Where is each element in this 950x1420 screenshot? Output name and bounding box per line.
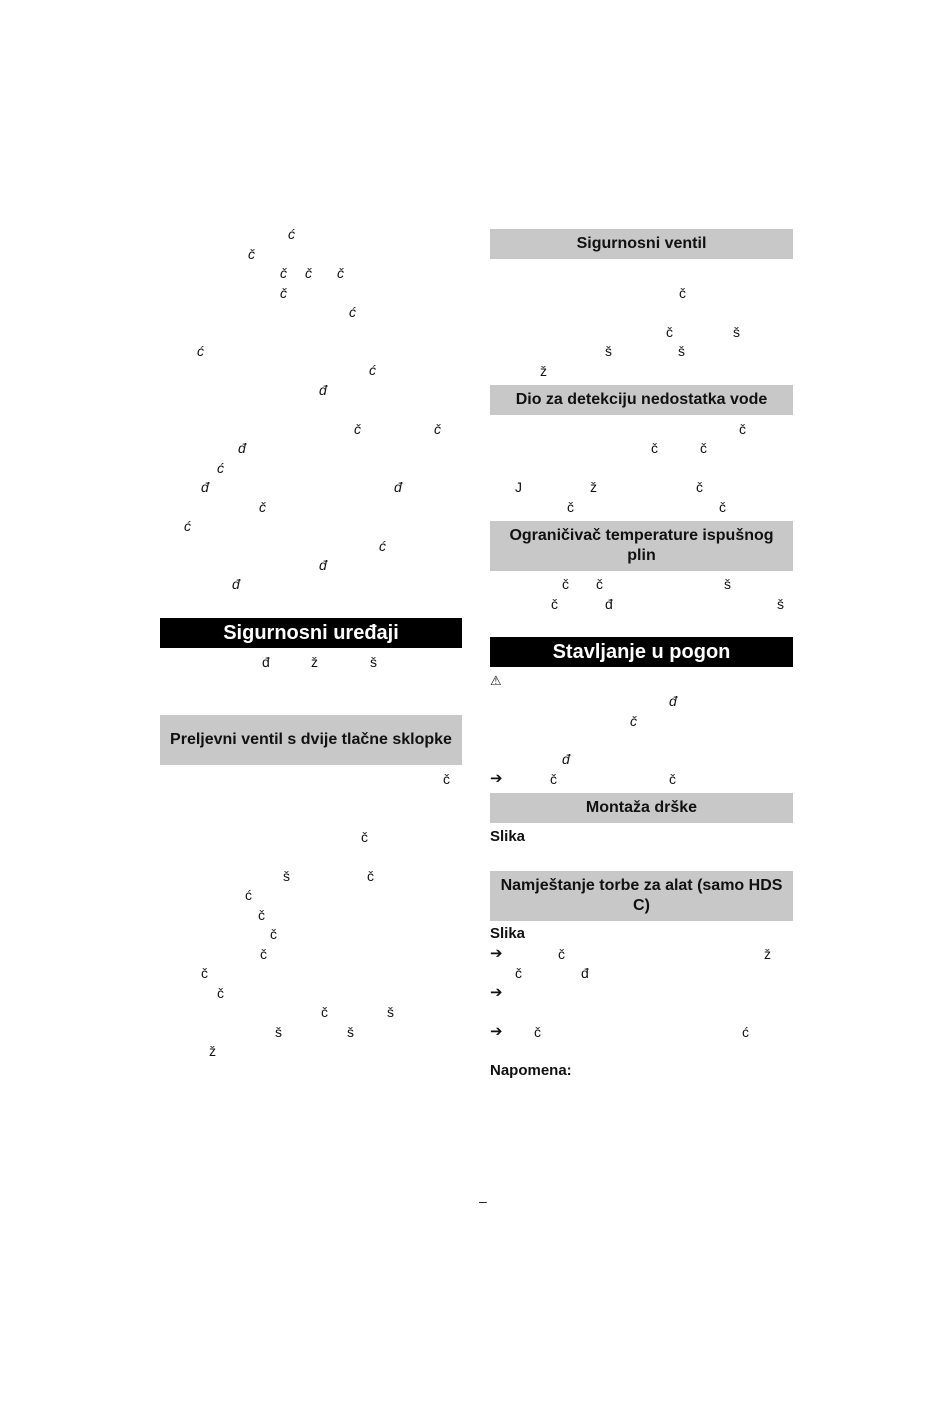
glyph: đ	[201, 479, 209, 495]
glyph: č	[280, 285, 287, 301]
glyph: ž	[590, 479, 597, 495]
glyph: č	[260, 946, 267, 962]
glyph: č	[700, 440, 707, 456]
section-heading-sigurnosni-uredjaji	[160, 618, 462, 648]
glyph: ć	[217, 460, 224, 476]
glyph: č	[666, 324, 673, 340]
page-mark: –	[479, 1193, 487, 1209]
note-label: Napomena:	[490, 1062, 572, 1079]
glyph: đ	[394, 479, 402, 495]
glyph: đ	[232, 576, 240, 592]
glyph: đ	[238, 440, 246, 456]
glyph: č	[550, 771, 557, 787]
section-heading-text: Sigurnosni uređaji	[223, 621, 399, 644]
glyph: č	[280, 265, 287, 281]
subheading-montaza-drske	[490, 793, 793, 823]
glyph: č	[669, 771, 676, 787]
subheading-text: Ograničivač temperature ispušnog plin	[509, 527, 774, 564]
figure-label: Slika	[490, 925, 526, 942]
glyph: š	[678, 343, 685, 359]
arrow-icon: ➔	[490, 984, 503, 1001]
glyph: đ	[319, 557, 327, 573]
glyph: č	[534, 1024, 541, 1040]
glyph: š	[275, 1024, 282, 1040]
subheading-sigurnosni-ventil	[490, 229, 793, 259]
glyph: č	[596, 576, 603, 592]
subheading-text: Dio za detekciju nedostatka vode	[515, 391, 768, 408]
arrow-icon: ➔	[490, 770, 503, 787]
subheading-ogranicivac	[490, 521, 793, 571]
glyph: č	[696, 479, 703, 495]
glyph: č	[679, 285, 686, 301]
glyph: ć	[742, 1024, 749, 1040]
glyph: č	[562, 576, 569, 592]
glyph: š	[777, 596, 784, 612]
subheading-text: Namještanje torbe za alat (samo HDS C)	[500, 877, 783, 914]
glyph: č	[719, 499, 726, 515]
arrow-icon: ➔	[490, 1023, 503, 1040]
glyph: J	[515, 479, 522, 495]
glyph: ž	[540, 363, 547, 379]
subheading-dio-za-detekciju	[490, 385, 793, 415]
glyph: č	[551, 596, 558, 612]
glyph: đ	[605, 596, 613, 612]
glyph: č	[515, 965, 522, 981]
glyph: ć	[379, 538, 386, 554]
glyph: ć	[184, 518, 191, 534]
glyph: č	[217, 985, 224, 1001]
glyph: š	[370, 654, 377, 670]
glyph: č	[201, 965, 208, 981]
glyph: č	[651, 440, 658, 456]
glyph: ć	[245, 887, 252, 903]
glyph: č	[567, 499, 574, 515]
glyph: š	[605, 343, 612, 359]
section-heading-text: Stavljanje u pogon	[552, 640, 731, 663]
glyph: š	[387, 1004, 394, 1020]
figure-label: Slika	[490, 828, 526, 845]
subheading-namjestanje-torbe	[490, 871, 793, 921]
arrow-icon: ➔	[490, 945, 503, 962]
subheading-text: Sigurnosni ventil	[576, 235, 707, 252]
glyph: č	[630, 713, 637, 729]
glyph: đ	[262, 654, 270, 670]
glyph: š	[347, 1024, 354, 1040]
glyph: č	[270, 926, 277, 942]
section-heading-stavljanje-u-pogon	[490, 637, 793, 667]
glyph: đ	[319, 382, 327, 398]
subheading-text: Preljevni ventil s dvije tlačne sklopke	[170, 731, 452, 748]
glyph: č	[305, 265, 312, 281]
glyph: č	[367, 868, 374, 884]
glyph: č	[248, 246, 255, 262]
glyph: đ	[669, 693, 677, 709]
glyph: đ	[562, 751, 570, 767]
glyph: č	[739, 421, 746, 437]
glyph: ć	[288, 226, 295, 242]
glyph: č	[337, 265, 344, 281]
glyph: č	[258, 907, 265, 923]
glyph: đ	[581, 965, 589, 981]
subheading-text: Montaža drške	[585, 799, 698, 816]
glyph: ć	[369, 362, 376, 378]
glyph: č	[434, 421, 441, 437]
glyph: š	[733, 324, 740, 340]
glyph: ž	[764, 946, 771, 962]
glyph: č	[354, 421, 361, 437]
glyph: š	[724, 576, 731, 592]
glyph: ž	[311, 654, 318, 670]
glyph: č	[558, 946, 565, 962]
glyph: č	[321, 1004, 328, 1020]
glyph: ć	[197, 343, 204, 359]
warning-icon: ⚠	[490, 673, 502, 688]
glyph: ć	[349, 304, 356, 320]
glyph: š	[283, 868, 290, 884]
glyph: č	[361, 829, 368, 845]
subheading-preljevni-ventil	[160, 715, 462, 765]
glyph: č	[259, 499, 266, 515]
glyph: č	[443, 771, 450, 787]
glyph: ž	[209, 1043, 216, 1059]
